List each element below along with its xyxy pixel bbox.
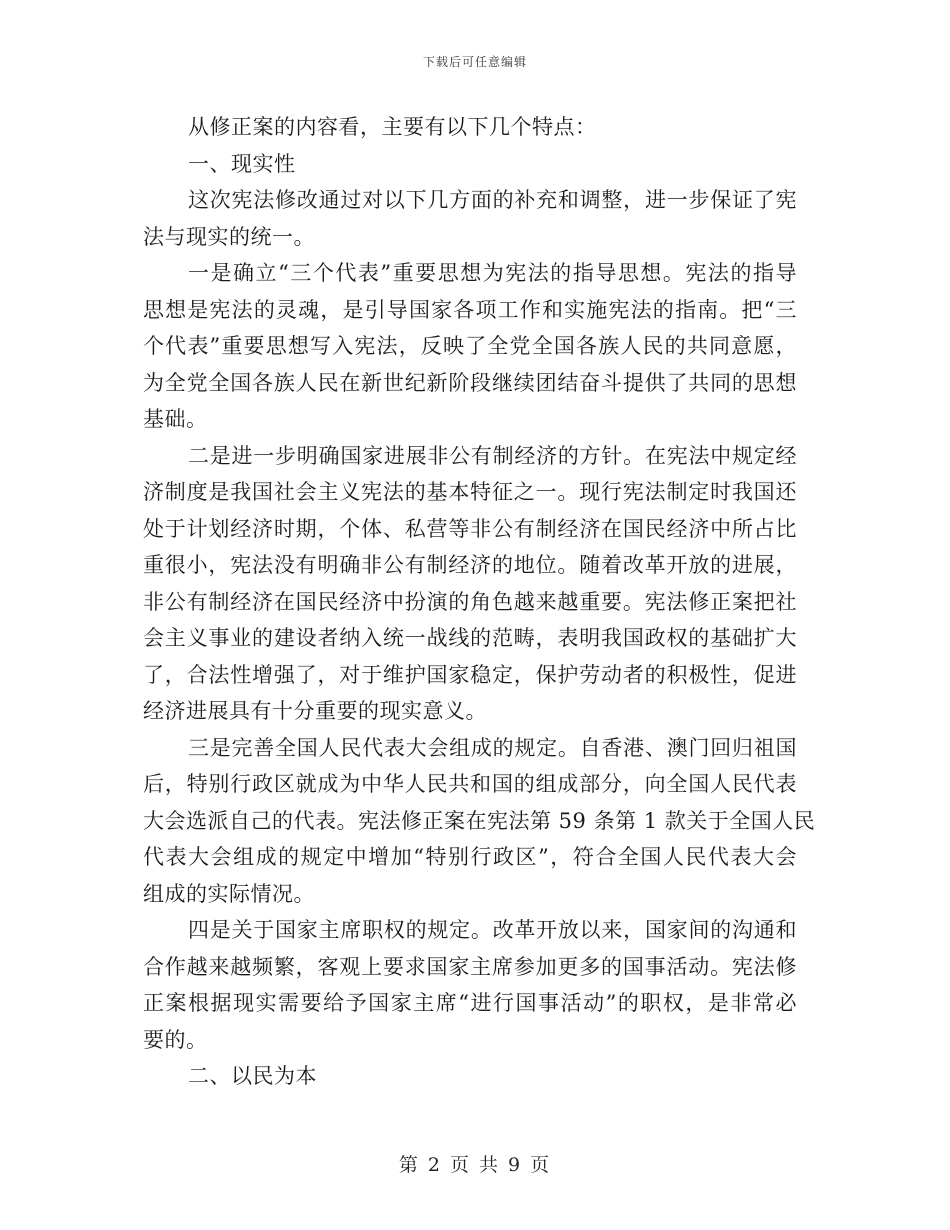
page-number-footer: 第 2 页 共 9 页: [398, 1154, 552, 1176]
text-line: 一是确立“三个代表”重要思想为宪法的指导思想。宪法的指导: [188, 261, 797, 285]
text-line: 法与现实的统一。: [143, 224, 315, 249]
text-line: 三是完善全国人民代表大会组成的规定。自香港、澳门回归祖国: [188, 735, 797, 760]
text-line: 基础。: [143, 407, 208, 431]
text-line: 经济进展具有十分重要的现实意义。: [143, 699, 487, 723]
text-line: 会主义事业的建设者纳入统一战线的范畴，表明我国政权的基础扩大: [143, 626, 797, 650]
text-line: 重很小，宪法没有明确非公有制经济的地位。随着改革开放的进展，: [143, 553, 797, 577]
text-line: 一、现实性: [188, 151, 296, 176]
text-line: 要的。: [143, 1027, 208, 1052]
text-line: 思想是宪法的灵魂，是引导国家各项工作和实施宪法的指南。把“三: [143, 297, 797, 322]
text-line: 二是进一步明确国家进展非公有制经济的方针。在宪法中规定经: [188, 443, 797, 468]
text-line: 大会选派自己的代表。宪法修正案在宪法第 59 条第 1 款关于全国人民: [143, 808, 816, 833]
page-header: 下载后可任意编辑: [422, 55, 527, 69]
text-line: 这次宪法修改通过对以下几方面的补充和调整，进一步保证了宪: [188, 188, 797, 212]
text-line: 个代表”重要思想写入宪法，反映了全党全国各族人民的共同意愿，: [143, 334, 797, 358]
document-body: [143, 109, 816, 1095]
text-line: 了，合法性增强了，对于维护国家稳定，保护劳动者的积极性，促进: [143, 662, 797, 687]
text-line: 济制度是我国社会主义宪法的基本特征之一。现行宪法制定时我国还: [143, 480, 797, 504]
text-line: 正案根据现实需要给予国家主席“进行国事活动”的职权，是非常必: [143, 991, 797, 1015]
text-line: 处于计划经济时期，个体、私营等非公有制经济在国民经济中所占比: [143, 516, 797, 541]
text-line: 从修正案的内容看，主要有以下几个特点：: [188, 115, 597, 139]
text-line: 非公有制经济在国民经济中扮演的角色越来越重要。宪法修正案把社: [143, 589, 797, 614]
text-line: 代表大会组成的规定中增加“特别行政区”，符合全国人民代表大会: [143, 845, 797, 869]
text-line: 为全党全国各族人民在新世纪新阶段继续团结奋斗提供了共同的思想: [143, 370, 797, 395]
text-line: 合作越来越频繁，客观上要求国家主席参加更多的国事活动。宪法修: [143, 954, 797, 979]
text-line: 四是关于国家主席职权的规定。改革开放以来，国家间的沟通和: [188, 918, 797, 942]
text-line: 后，特别行政区就成为中华人民共和国的组成部分，向全国人民代表: [143, 772, 797, 796]
text-line: 二、以民为本: [188, 1064, 317, 1088]
text-line: 组成的实际情况。: [143, 881, 315, 906]
